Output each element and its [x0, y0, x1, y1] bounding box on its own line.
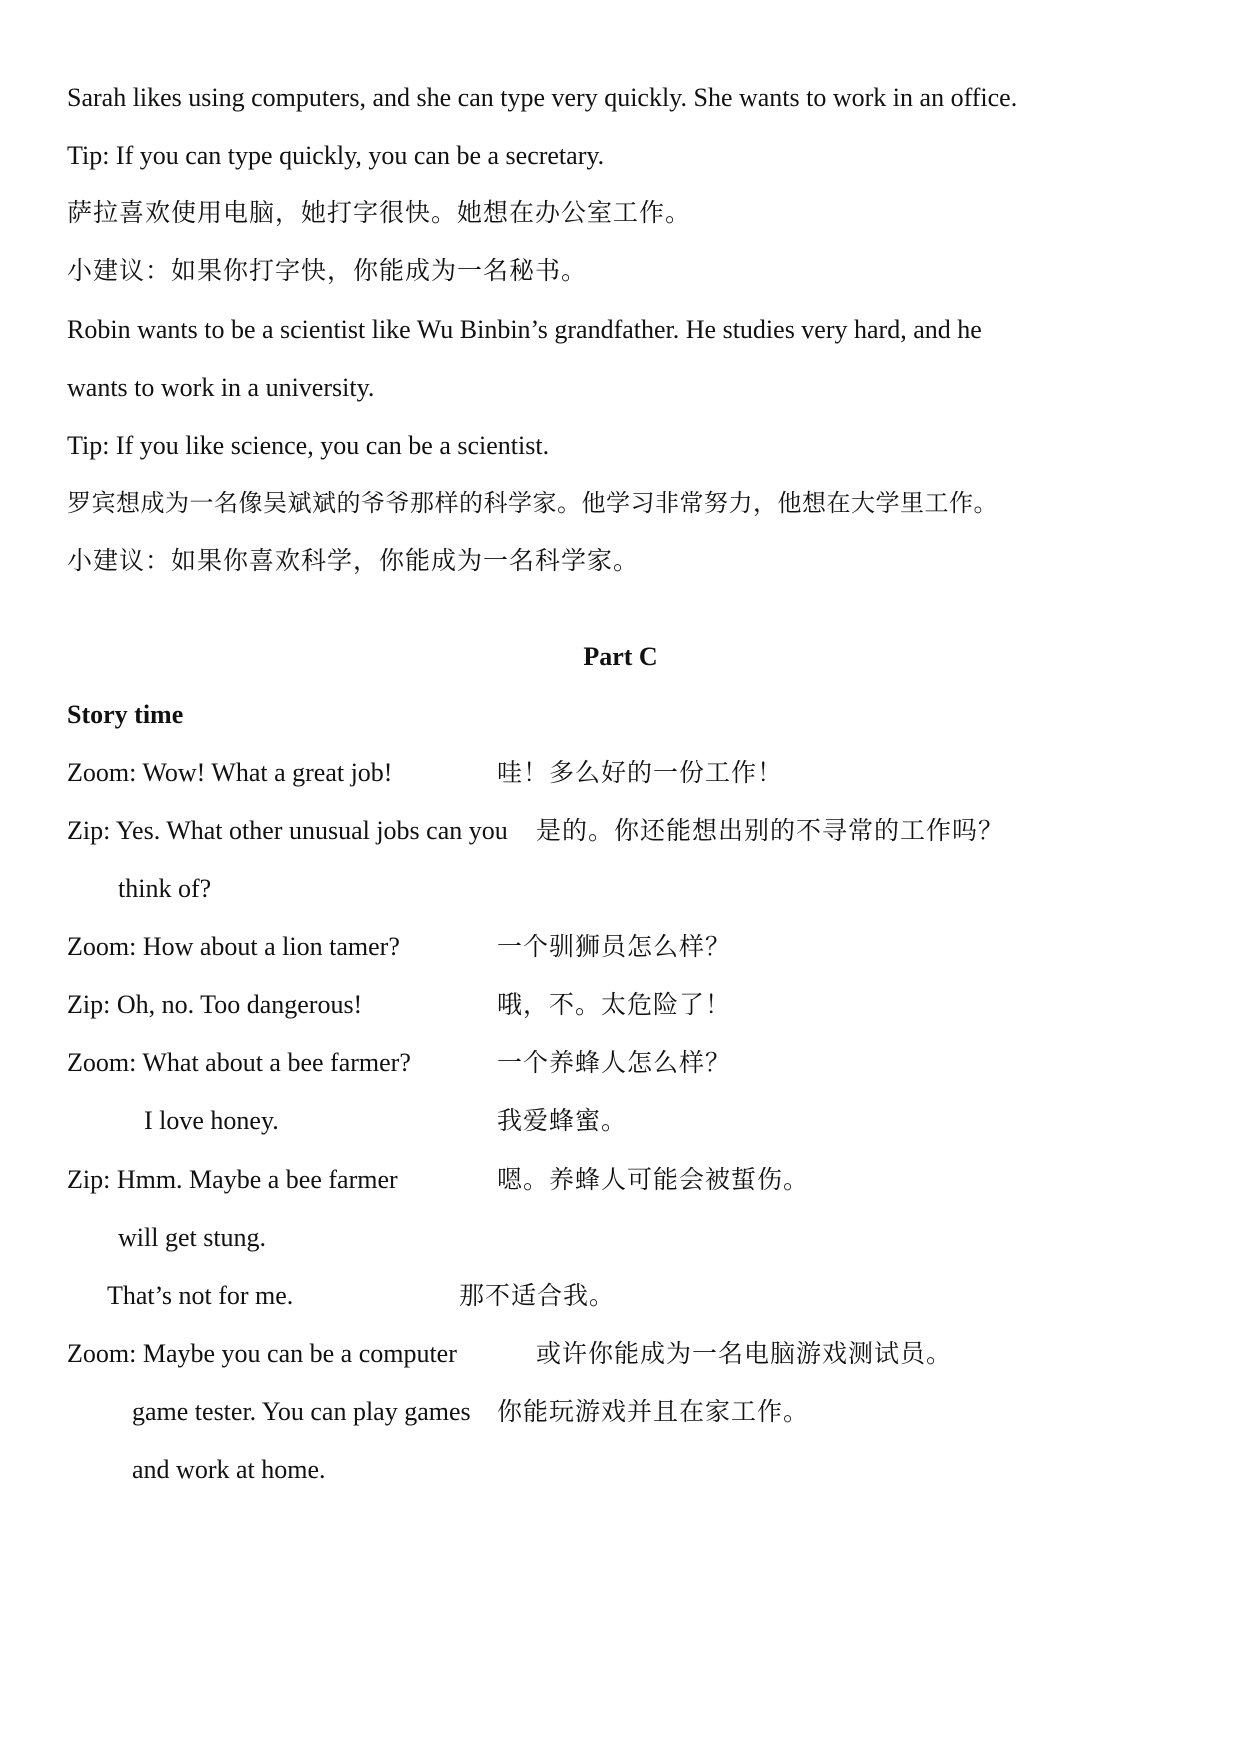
story-line-en: Zoom: What about a bee farmer?: [67, 1048, 411, 1077]
story-line-zh: 那不适合我。: [459, 1281, 616, 1310]
story-line-en: Zip: Oh, no. Too dangerous!: [67, 990, 363, 1019]
story-line-en: Zip: Hmm. Maybe a bee farmer: [67, 1165, 398, 1194]
story-line-zh: 是的。你还能想出别的不寻常的工作吗？: [536, 816, 1005, 845]
story-line-en: think of?: [118, 874, 212, 903]
story-line-en: Zoom: How about a lion tamer?: [67, 932, 400, 961]
story-line-zh: 嗯。养蜂人可能会被蜇伤。: [497, 1165, 810, 1194]
robin-english-line-2: wants to work in a university.: [67, 373, 375, 402]
sarah-english-line: Sarah likes using computers, and she can type very quickly. She wants to work in an office.: [67, 83, 1018, 112]
section-heading-part-c: Part C: [583, 642, 658, 671]
story-line-zh: 一个驯狮员怎么样？: [497, 932, 732, 961]
robin-tip-english-line: Tip: If you like science, you can be a scientist.: [67, 431, 550, 460]
story-line-zh: 或许你能成为一名电脑游戏测试员。: [536, 1339, 953, 1368]
story-line-zh: 你能玩游戏并且在家工作。: [497, 1397, 810, 1426]
subheading-story-time: Story time: [67, 700, 184, 729]
robin-tip-chinese-line: 小建议：如果你喜欢科学，你能成为一名科学家。: [67, 546, 640, 575]
story-line-en: I love honey.: [144, 1106, 279, 1135]
robin-chinese-line: 罗宾想成为一名像吴斌斌的爷爷那样的科学家。他学习非常努力，他想在大学里工作。: [67, 489, 998, 517]
story-line-en: and work at home.: [132, 1455, 326, 1484]
story-line-zh: 我爱蜂蜜。: [497, 1106, 628, 1135]
sarah-tip-english-line: Tip: If you can type quickly, you can be a secretary.: [67, 141, 605, 170]
story-line-en: That’s not for me.: [107, 1281, 294, 1310]
robin-english-line-1: Robin wants to be a scientist like Wu Binbin’s grandfather. He studies very hard, and he: [67, 315, 982, 344]
story-line-en: Zoom: Maybe you can be a computer: [67, 1339, 457, 1368]
story-line-en: will get stung.: [118, 1223, 267, 1252]
story-line-zh: 哇！多么好的一份工作！: [497, 758, 784, 787]
story-line-zh: 哦，不。太危险了！: [497, 990, 732, 1019]
story-line-en: Zoom: Wow! What a great job!: [67, 758, 393, 787]
sarah-tip-chinese-line: 小建议：如果你打字快，你能成为一名秘书。: [67, 256, 588, 285]
sarah-chinese-line: 萨拉喜欢使用电脑，她打字很快。她想在办公室工作。: [67, 198, 692, 227]
story-line-en: game tester. You can play games: [132, 1397, 471, 1426]
story-line-zh: 一个养蜂人怎么样？: [497, 1048, 732, 1077]
story-line-en: Zip: Yes. What other unusual jobs can you: [67, 816, 508, 845]
